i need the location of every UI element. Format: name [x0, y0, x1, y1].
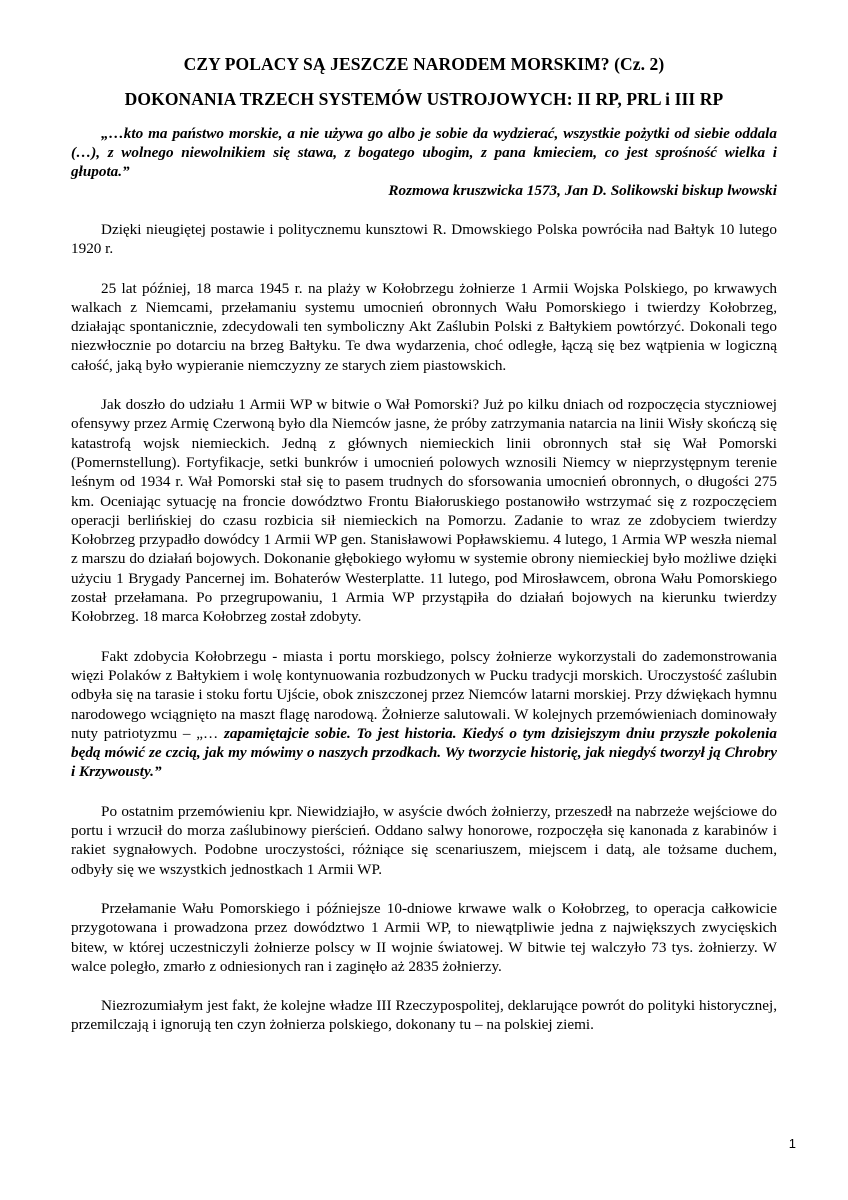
document-subtitle: DOKONANIA TRZECH SYSTEMÓW USTROJOWYCH: II RP, PRL i III RP: [124, 89, 724, 109]
paragraph-2: [71, 279, 777, 375]
document-page: [71, 54, 777, 1055]
page-number: 1: [788, 1136, 796, 1151]
epigraph-source: Rozmowa kruszwicka 1573, Jan D. Solikowski biskup lwowski: [388, 182, 777, 199]
paragraph-4: [71, 647, 777, 782]
paragraph-text: Jak doszło do udziału 1 Armii WP w bitwie o Wał Pomorski? Już po kilku dniach od rozpoczęcia styczniowej ofensywy przez Armię Czerwoną było dla Niemców jasne, że próby zatrzymania natarcia na linii Wisły skończą się katastrofą wojsk niemieckich. Jedną z głównych niemieckich linii obronnych stał się Wał Pomorski (Pomernstellung). Fortyfikacje, setki bunkrów i umocnień polowych wznosili Niemcy w nieprzystępnym terenie leśnym od 1934 r. Wał Pomorski stał się to pasem trudnych do sforsowania umocnień obronnych, o długości 275 km. Oceniając sytuację na froncie dowództwo Frontu Białoruskiego postanowiło wstrzymać się z rozpoczęciem operacji berlińskiej do czasu rozbicia sił niemieckich na Pomorzu. Zadanie to wraz ze zdobyciem twierdzy Kołobrzeg przypadło dowódcy 1 Armii WP gen. Stanisławowi Popławskiemu. 4 lutego, 1 Armia WP weszła niemal z marszu do działań bojowych. Dokonanie głębokiego wyłomu w systemie obrony niemieckiej było możliwe dzięki użyciu 1 Brygady Pancernej im. Bohaterów Westerplatte. 11 lutego, pod Mirosławcem, obrona Wału Pomorskiego został przełamana. Po przegrupowaniu, 1 Armia WP przystąpiła do działań bojowych na kierunku twierdzy Kołobrzeg. 18 marca Kołobrzeg został zdobyty.: [71, 396, 777, 626]
paragraph-1: [71, 220, 777, 259]
document-title: CZY POLACY SĄ JESZCZE NARODEM MORSKIM? (Cz. 2): [183, 54, 665, 74]
paragraph-text: Po ostatnim przemówieniu kpr. Niewidziajło, w asyście dwóch żołnierzy, przeszedł na nabrzeże wejściowe do portu i wrzucił do morza zaślubinowy pierścień. Oddano salwy honorowe, rozpoczęła się kanonada z karabinów i rakiet sygnałowych. Podobne uroczystości, różniące się scenariuszem, miejscem i datą, ale tożsame duchem, odbyły się we wszystkich jednostkach 1 Armii WP.: [71, 802, 777, 878]
paragraph-7: [71, 996, 777, 1035]
paragraph-text: Niezrozumiałym jest fakt, że kolejne władze III Rzeczypospolitej, deklarujące powrót do polityki historycznej, przemilczają i ignorują ten czyn żołnierza polskiego, dokonany tu – na polskiej ziemi.: [71, 997, 777, 1034]
paragraph-text: Dzięki nieugiętej postawie i politycznemu kunsztowi R. Dmowskiego Polska powróciła nad Bałtyk 10 lutego 1920 r.: [71, 221, 777, 258]
paragraph-text: 25 lat później, 18 marca 1945 r. na plaży w Kołobrzegu żołnierze 1 Armii Wojska Polskiego, po krwawych walkach z Niemcami, przełamaniu systemu umocnień obronnych Wału Pomorskiego i twierdzy Kołobrzeg, działając spontanicznie, zdecydowali ten symboliczny Akt Zaślubin Polski z Bałtykiem powtórzyć. Dokonali tego niezwłocznie po dotarciu na brzeg Bałtyku. Te dwa wydarzenia, choć odległe, łączą się bez wątpienia w logiczną całość, jaką było wypieranie niemczyzny ze starych ziem piastowskich.: [71, 279, 777, 374]
paragraph-6: [71, 899, 777, 976]
paragraph-text: Przełamanie Wału Pomorskiego i późniejsze 10-dniowe krwawe walk o Kołobrzeg, to operacja całkowicie przygotowana i prowadzona przez dowództwo 1 Armii WP, to niewątpliwie jedna z największych zwycięskich bitew, w której uczestniczyli żołnierze polscy w II wojnie światowej. W bitwie tej walczyło 73 tys. żołnierzy. W walce poległo, zmarło z odniesionych ran i zaginęło aż 2835 żołnierzy.: [71, 899, 777, 975]
paragraph-3: [71, 395, 777, 627]
paragraph-5: [71, 802, 777, 879]
paragraph-text: Fakt zdobycia Kołobrzegu - miasta i portu morskiego, polscy żołnierze wykorzystali do zademonstrowania więzi Polaków z Bałtykiem i wolę kontynuowania rozbudzonych w Pucku tradycji morskich. Uroczystość zaślubin odbyła się na tarasie i stoku fortu Ujście, obok zniszczonej przez Niemców latarni morskiej. Przy dźwiękach hymnu narodowego wciągnięto na maszt flagę narodową. Żołnierze salutowali. W kolejnych przemówieniach dominowały nuty patriotyzmu – „…: [71, 647, 777, 742]
paragraph-quote-emphasis: zapamiętajcie sobie. To jest historia. Kiedyś o tym dzisiejszym dniu przyszłe pokolenia będą mówić ze czcią, jak my mówimy o naszych przodkach. Wy tworzycie historię, jak niegdyś tworzył ją Chrobry i Krzywousty.”: [71, 724, 777, 781]
epigraph-quote: „…kto ma państwo morskie, a nie używa go albo je sobie da wydzierać, wszystkie pożytki od siebie oddala (…), z wolnego niewolnikiem się stawa, z bogatego ubogim, z pana kmieciem, co jest sprośność wielka i głupota.”: [71, 125, 777, 180]
